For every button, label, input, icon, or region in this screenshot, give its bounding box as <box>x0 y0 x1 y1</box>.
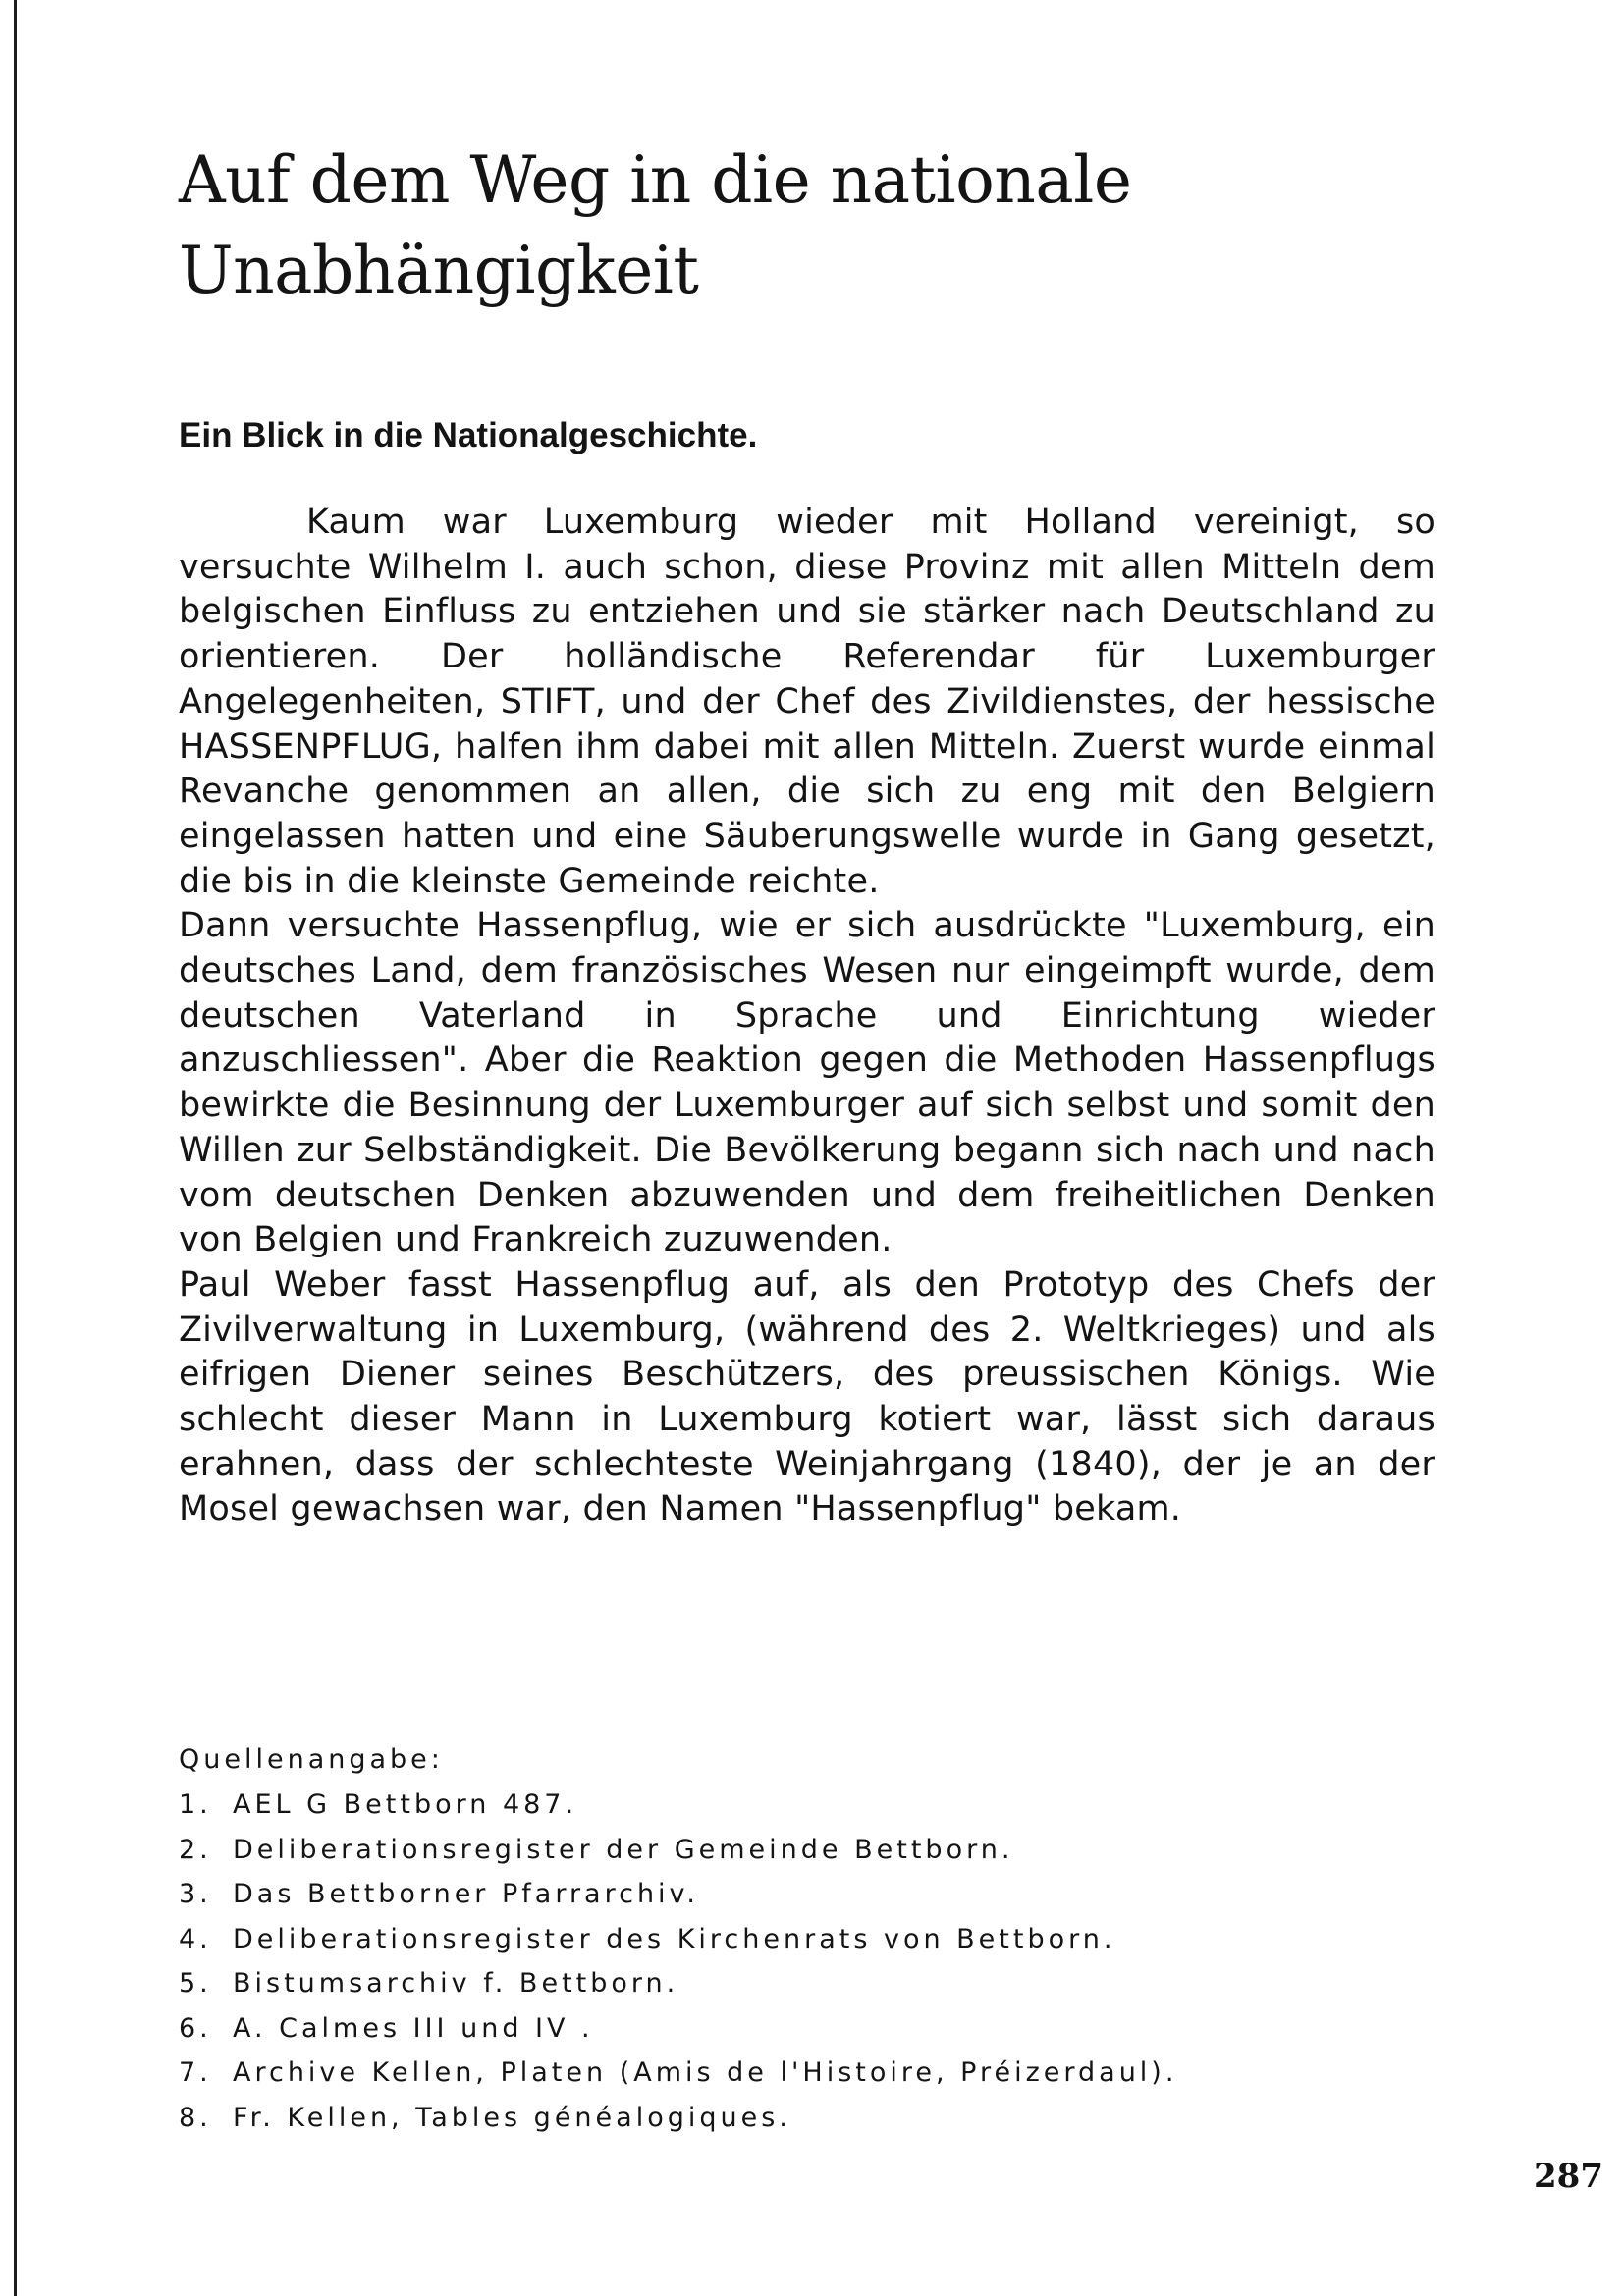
title-line-1: Auf dem Weg in die nationale <box>179 142 1132 218</box>
sources-heading: Quellenangabe: <box>179 1744 444 1775</box>
source-text: Archive Kellen, Platen (Amis de l'Histoire, Préizerdaul). <box>233 2057 1178 2088</box>
source-item <box>179 1872 1435 1917</box>
source-item <box>179 2051 1435 2096</box>
source-text: Bistumsarchiv f. Bettborn. <box>233 1968 679 1999</box>
page-edge-line <box>14 0 17 2296</box>
source-text: Deliberationsregister des Kirchenrats von Bettborn. <box>233 1923 1116 1954</box>
source-number: 1. <box>179 1789 212 1820</box>
source-number: 8. <box>179 2102 212 2133</box>
source-number: 7. <box>179 2057 212 2088</box>
section-subtitle: Ein Blick in die Nationalgeschichte. <box>179 416 758 454</box>
paragraph: Kaum war Luxemburg wieder mit Holland vereinigt, so versuchte Wilhelm I. auch schon, diese Provinz mit allen Mitteln dem belgischen Einfluss zu entziehen und sie stärker nach Deutschland zu orientieren. Der holländische Referendar für Luxemburger Angelegenheiten, STIFT, und der Chef des Zivildienstes, der hessische HASSENPFLUG, halfen ihm dabei mit allen Mitteln. Zuerst wurde einmal Revanche genommen an allen, die sich zu eng mit den Belgiern eingelassen hatten und eine Säuberungswelle wurde in Gang gesetzt, die bis in die kleinste Gemeinde reichte. <box>179 503 1435 901</box>
source-number: 5. <box>179 1968 212 1999</box>
source-item <box>179 1917 1435 1962</box>
paragraph: Dann versuchte Hassenpflug, wie er sich ausdrückte "Luxemburg, ein deutsches Land, dem französisches Wesen nur eingeimpft wurde, dem deutschen Vaterland in Sprache und Einrichtung wieder anzuschliessen". Aber die Reaktion gegen die Methoden Hassenpflugs bewirkte die Besinnung der Luxemburger auf sich selbst und somit den Willen zur Selbständigkeit. Die Bevölkerung begann sich nach und nach vom deutschen Denken abzuwenden und dem freiheitlichen Denken von Belgien und Frankreich zuzuwenden. <box>179 906 1435 1260</box>
source-text: Das Bettborner Pfarrarchiv. <box>233 1879 700 1909</box>
source-number: 3. <box>179 1879 212 1909</box>
title-line-2: Unabhängigkeit <box>179 233 699 308</box>
source-item <box>179 1828 1435 1873</box>
source-item <box>179 1783 1435 1828</box>
source-item <box>179 2006 1435 2052</box>
source-number: 4. <box>179 1923 212 1954</box>
source-text: Deliberationsregister der Gemeinde Bettborn. <box>233 1834 1014 1865</box>
sources-section <box>179 1737 1435 2140</box>
body-text <box>179 501 1435 1532</box>
source-number: 2. <box>179 1834 212 1865</box>
source-item <box>179 2096 1435 2141</box>
page-title <box>179 135 1435 316</box>
paragraph: Paul Weber fasst Hassenpflug auf, als den Prototyp des Chefs der Zivilverwaltung in Luxemburg, (während des 2. Weltkrieges) und als eifrigen Diener seines Beschützers, des preussischen Königs. Wie schlecht dieser Mann in Luxemburg kotiert war, lässt sich daraus erahnen, dass der schlechteste Weinjahrgang (1840), der je an der Mosel gewachsen war, den Namen "Hassenpflug" bekam. <box>179 1264 1435 1529</box>
page-number: 287 <box>1534 2157 1603 2196</box>
source-text: Fr. Kellen, Tables généalogiques. <box>233 2102 791 2133</box>
source-text: AEL G Bettborn 487. <box>233 1789 578 1820</box>
source-number: 6. <box>179 2012 212 2044</box>
source-item <box>179 1961 1435 2006</box>
sources-list <box>179 1783 1435 2140</box>
source-text: A. Calmes III und IV . <box>233 2012 594 2044</box>
